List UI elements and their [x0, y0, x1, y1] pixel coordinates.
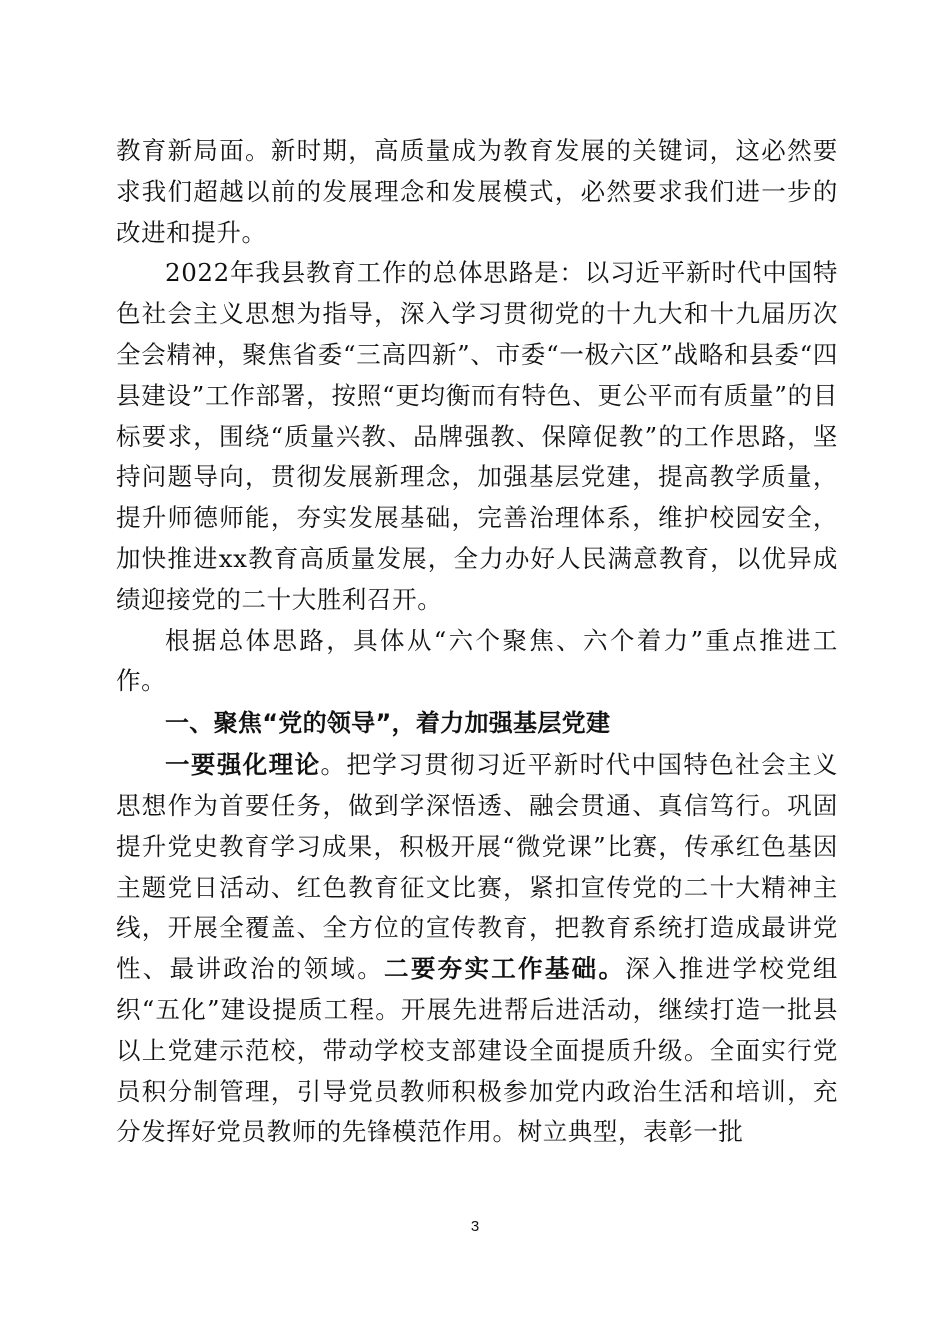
- lead-strengthen-theory: 一要强化理论: [165, 750, 321, 780]
- page-number: 3: [470, 1218, 480, 1235]
- paragraph-overall-approach: 2022年我县教育工作的总体思路是：以习近平新时代中国特色社会主义思想为指导，深入学习贯彻党的十九大和十九届历次全会精神，聚焦省委“三高四新”、市委“一极六区”战略和县委“四县建设”工作部署，按照“更均衡而有特色、更公平而有质量”的目标要求，围绕“质量兴教、品牌强教、保障促教”的工作思路，坚持问题导向，贯彻发展新理念，加强基层党建，提高教学质量，提升师德师能，夯实发展基础，完善治理体系，维护校园安全，加快推进xx教育高质量发展，全力办好人民满意教育，以优异成绩迎接党的二十大胜利召开。: [116, 258, 838, 614]
- text-consolidate-foundation: 深入推进学校党组织“五化”建设提质工程。开展先进帮后进活动，继续打造一批县以上党建示范校，带动学校支部建设全面提质升级。全面实行党员积分制管理，引导党员教师积极参加党内政治生活和培训，充分发挥好党员教师的先锋模范作用。树立典型，表彰一批: [116, 954, 838, 1147]
- lead-consolidate-foundation: 二要夯实工作基础。: [384, 954, 626, 984]
- section-heading: 一、聚焦“党的领导”，着力加强基层党建: [165, 709, 611, 738]
- paragraph-continuation: 教育新局面。新时期，高质量成为教育发展的关键词，这必然要求我们超越以前的发展理念和发展模式，必然要求我们进一步的改进和提升。: [116, 136, 838, 247]
- paragraph-party-building: [116, 745, 838, 1153]
- paragraph-six-focus: 根据总体思路，具体从“六个聚焦、六个着力”重点推进工作。: [116, 625, 838, 696]
- text-strengthen-theory: 。把学习贯彻习近平新时代中国特色社会主义思想作为首要任务，做到学深悟透、融会贯通、真信笃行。巩固提升党史教育学习成果，积极开展“微党课”比赛，传承红色基因主题党日活动、红色教育征文比赛，紧扣宣传党的二十大精神主线，开展全覆盖、全方位的宣传教育，把教育系统打造成最讲党性、最讲政治的领域。: [116, 750, 838, 984]
- document-page: [116, 131, 838, 1153]
